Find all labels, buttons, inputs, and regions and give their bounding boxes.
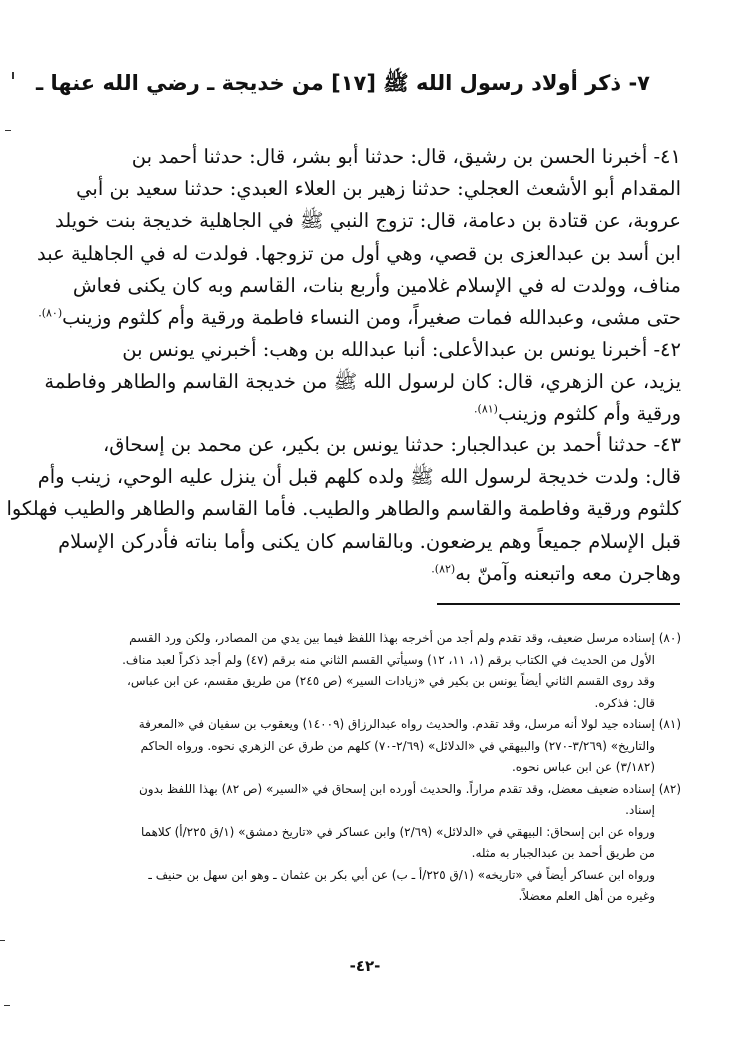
footnote-80-line-4: قال: فذكره. <box>594 695 655 710</box>
hadith-41-line-4: ابن أسد بن عبدالعزى بن قصي، وهي أول من تزوجها. فولدت له في الجاهلية عبد <box>37 241 681 265</box>
hadith-43-line-2: قال: ولدت خديجة لرسول الله ﷺ ولده كلهم قبل أن ينزل عليه الوحي، زينب وأم <box>37 465 681 489</box>
footnote-82-line-6: وغيره من أهل العلم معضلاً. <box>518 889 655 903</box>
scan-mark <box>4 1005 10 1006</box>
hadith-43-line-5-text: وهاجرن معه واتبعنه وآمنّ به <box>455 561 681 585</box>
hadith-41-line-6 <box>38 302 681 334</box>
footnote-80-line-2: الأول من الحديث في الكتاب برقم (١، ١١، ١٢) وسيأتي القسم الثاني منه برقم (٤٧) ولم أجد ذكراً لعبد مناف. <box>122 652 655 667</box>
hadith-42-line-3 <box>47 398 681 430</box>
footnote-separator <box>437 603 680 605</box>
hadith-41-line-1: ٤١- أخبرنا الحسن بن رشيق، قال: حدثنا أبو بشر، قال: حدثنا أحمد بن <box>131 145 681 168</box>
footnote-81-line-1: (٨١) إسناده جيد لولا أنه مرسل، وقد تقدم. والحديث رواه عبدالرزاق (١٤٠٠٩) ويعقوب بن سفيان في «المعرفة <box>138 717 681 731</box>
footnote-ref-81: (٨١). <box>474 402 498 416</box>
hadith-41-line-3: عروبة، عن قتادة بن دعامة، قال: تزوج النبي ﷺ في الجاهلية خديجة بنت خويلد <box>55 209 681 233</box>
footnote-82-line-5: ورواه ابن عساكر أيضاً في «تاريخه» (١/ق ٢٢٥/أ ـ ب) عن أبي بكر بن عثمان ـ وهو ابن سهل بن حنيف ـ <box>148 867 655 882</box>
page-number: -٤٢- <box>349 957 381 975</box>
footnote-81-line-3: (٣/١٨٢) عن ابن عباس نحوه. <box>511 760 655 774</box>
footnote-82-line-3: ورواه عن ابن إسحاق: البيهقي في «الدلائل» (٢/٦٩) وابن عساكر في «تاريخ دمشق» (١/ق ٢٢٥/أ) كلاهما <box>141 824 655 839</box>
scan-mark <box>12 72 14 79</box>
footnote-82-line-2: إسناد. <box>625 803 655 817</box>
hadith-42-line-2: يزيد، عن الزهري، قال: كان لرسول الله ﷺ من خديجة القاسم والطاهر وفاطمة <box>44 370 681 394</box>
scan-mark <box>5 130 11 131</box>
hadith-42-line-3-text: ورقية وأم كلثوم وزينب <box>497 402 681 426</box>
footnotes <box>47 628 681 908</box>
hadith-42 <box>44 334 681 431</box>
hadith-43-line-1: ٤٣- حدثنا أحمد بن عبدالجبار: حدثنا يونس بن بكير، عن محمد بن إسحاق، <box>103 433 681 456</box>
footnote-82-line-4: من طريق أحمد بن عبدالجبار به مثله. <box>471 846 655 860</box>
hadith-41-line-5: مناف، وولدت له في الإسلام غلامين وأربع بنات، القاسم وبه كان يكنى فعاش <box>72 273 681 297</box>
scan-mark <box>0 940 5 941</box>
hadith-41 <box>37 141 681 334</box>
hadith-41-line-2: المقدام أبو الأشعث العجلي: حدثنا زهير بن العلاء العبدي: حدثنا سعيد بن أبي <box>76 177 681 201</box>
footnote-80-line-3: وقد روى القسم الثاني أيضاً يونس بن بكير في «زيادات السير» (ص ٢٤٥) من طريق مقسم، عن ابن عباس، <box>127 674 655 688</box>
hadith-42-line-1: ٤٢- أخبرنا يونس بن عبدالأعلى: أنبا عبدالله بن وهب: أخبرني يونس بن <box>122 338 681 361</box>
hadith-43-line-4: قبل الإسلام جميعاً وهم يرضعون. وبالقاسم كان يكنى وأما بناته فأدركن الإسلام <box>58 529 681 553</box>
footnote-ref-82: (٨٢). <box>431 562 456 576</box>
footnote-81-line-2: والتاريخ» (٣/٢٦٩-٢٧٠) والبيهقي في «الدلائل» (٢/٦٩-٧٠) كلهم من طرق عن الزهري نحوه. ورواه الحاكم <box>140 738 655 753</box>
hadith-43 <box>6 429 681 590</box>
hadith-43-line-5 <box>47 558 681 590</box>
footnote-ref-80: (٨٠). <box>38 306 63 320</box>
hadith-41-line-6-text: حتى مشى، وعبدالله فمات صغيراً، ومن النساء فاطمة ورقية وأم كلثوم وزينب <box>62 306 681 330</box>
footnote-80-line-1: (٨٠) إسناده مرسل ضعيف، وقد تقدم ولم أجد من أخرجه بهذا اللفظ فيما بين يدي من المصادر، ولكن ورد القسم <box>129 631 681 645</box>
footnote-82-line-1: (٨٢) إسناده ضعيف معضل، وقد تقدم مراراً. والحديث أورده ابن إسحاق في «السير» (ص ٨٢) بهذا اللفظ بدون <box>138 781 681 796</box>
hadith-43-line-3: كلثوم ورقية وفاطمة والقاسم والطاهر والطيب. فأما القاسم والطاهر والطيب فهلكوا <box>6 497 681 521</box>
chapter-heading: ٧- ذكر أولاد رسول الله ﷺ [١٧] من خديجة ـ رضي الله عنها ـ <box>35 71 650 95</box>
